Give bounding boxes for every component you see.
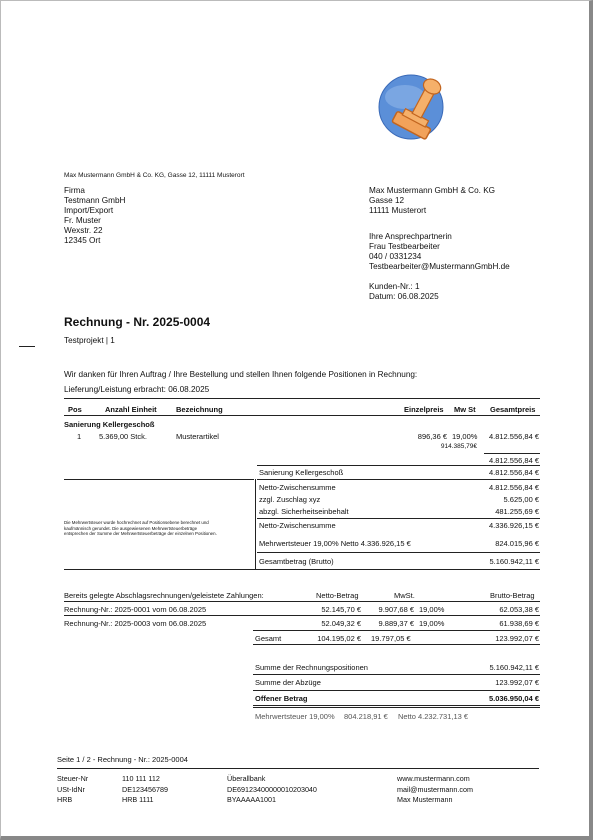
open-amount: 5.036.950,04 € [488,694,539,703]
page-info: Seite 1 / 2 - Rechnung - Nr.: 2025-0004 [57,755,188,764]
sum-positions: 5.160.942,11 € [489,663,539,672]
payments-title: Bereits gelegte Abschlagsrechnungen/geleistete Zahlungen: [64,591,264,600]
open-vat-amount: 804.218,91 € [344,712,388,721]
table-top-line [64,398,540,399]
recipient-line: Firma [64,186,85,195]
section-sum: 4.812.556,84 € [488,468,539,477]
vat-id: DE123456789 [122,784,168,794]
payments-total-vat: 19.797,05 € [371,634,411,643]
payment-gross: 61.938,69 € [499,619,539,628]
section-sum-label: Sanierung Kellergeschoß [259,468,344,477]
company-line: Gasse 12 [369,196,405,205]
open-vat-rate: Mehrwertsteuer 19,00% [255,712,335,721]
tax-number: 110 111 112 [122,774,160,783]
payment-vat: 9.889,37 € [378,619,414,628]
hrb-number: HRB 1111 [122,795,154,804]
col-unit-price: Einzelpreis [404,405,444,414]
vat-label: Mehrwertsteuer 19,00% Netto 4.336.926,15 € [259,539,411,548]
col-vat: Mw St [454,405,476,414]
stamp-logo-icon [371,69,461,149]
payments-total-gross: 123.992,07 € [495,634,539,643]
vat-note-line: Die Mehrwertsteuer wurde hochrechnet auf Positionsebene berechnet und [64,520,209,525]
sum-positions-label: Summe der Rechnungspositionen [255,663,368,672]
email-link[interactable]: mail@mustermann.com [397,784,473,794]
surcharge: 5.625,00 € [503,495,539,504]
sum-deductions-label: Summe der Abzüge [255,678,321,687]
open-label: Offener Betrag [255,694,308,703]
recipient-line: Testmann GmbH [64,196,126,205]
item-pos: 1 [77,432,82,441]
contact-line: Ihre Ansprechpartnerin [369,232,452,241]
net-subtotal2: 4.336.926,15 € [488,521,539,530]
retention: 481.255,69 € [495,507,539,516]
recipient-line: Fr. Muster [64,216,101,225]
open-vat-net: Netto 4.232.731,13 € [398,712,469,721]
contact-line: 040 / 0331234 [369,252,422,261]
company-line: Max Mustermann GmbH & Co. KG [369,186,496,195]
gross-amount: 5.160.942,11 € [489,557,539,566]
item-unit-price: 896,36 € [417,432,447,441]
footer-line [57,768,539,769]
net-subtotal-label: Netto-Zwischensumme [259,483,336,492]
owner-name: Max Mustermann [397,795,453,804]
payment-label: Rechnung-Nr.: 2025-0001 vom 06.08.2025 [64,605,207,614]
tax-number-label: Steuer-Nr [57,774,89,783]
section-title: Sanierung Kellergeschoß [64,420,155,429]
payments-col-vat: MwSt. [394,591,415,600]
contact-block [369,232,510,272]
payment-net: 52.049,32 € [321,619,361,628]
section-line [257,465,540,466]
totals-line [257,479,540,480]
customer-info [369,282,439,302]
table-header-line [64,415,540,416]
payments-header-line [64,601,540,602]
item-total: 4.812.556,84 € [488,432,539,441]
net2-line [257,518,540,519]
item-sub-price: 914.385,79€ [440,443,477,450]
section-subtotal-top: 4.812.556,84 € [488,456,539,465]
footer-bank [227,774,317,806]
item-desc: Musterartikel [176,432,219,441]
col-qty: Anzahl Einheit [105,405,157,414]
sender-line: Max Mustermann GmbH & Co. KG, Gasse 12, 11111 Musterort [64,172,245,179]
contact-email: Testbearbeiter@MustermannGmbH.de [369,262,510,271]
payment-vat: 9.907,68 € [378,605,414,614]
footer-col1-labels [57,774,88,806]
net-subtotal: 4.812.556,84 € [488,483,539,492]
payments-col-net: Netto-Betrag [316,591,359,600]
surcharge-label: zzgl. Zuschlag xyz [259,495,321,504]
totals-divider [255,479,256,569]
recipient-line: 12345 Ort [64,236,101,245]
open-top-line [253,690,540,691]
payments-total-net: 104.195,02 € [317,634,361,643]
fold-mark [19,346,35,347]
item-vat: 19,00% [452,432,478,441]
delivery-text: Lieferung/Leistung erbracht: 06.08.2025 [64,385,210,394]
payments-total-label: Gesamt [255,634,282,643]
sum-positions-line [253,674,540,675]
gross-line [257,552,540,553]
payments-bottom-line [253,644,540,645]
subtotal-line [484,453,540,454]
col-total: Gesamtpreis [490,405,536,414]
payments-col-gross: Brutto-Betrag [490,591,535,600]
open-double-line [253,705,540,708]
vat-id-label: USt-IdNr [57,784,85,794]
project-name: Testprojekt | 1 [64,336,115,345]
retention-label: abzgl. Sicherheitseinbehalt [259,507,349,516]
payment-net: 52.145,70 € [321,605,361,614]
totals-left-line [64,479,254,480]
bank-name: Überallbank [227,774,266,783]
sum-deductions: 123.992,07 € [495,678,539,687]
invoice-title: Rechnung - Nr. 2025-0004 [64,315,211,329]
payment-rate: 19,00% [419,605,445,614]
recipient-line: Wexstr. 22 [64,226,103,235]
gross-label: Gesamtbetrag (Brutto) [259,557,334,566]
bic: BYAAAAA1001 [227,795,277,804]
iban: DE69123400000010203040 [227,784,317,794]
recipient-line: Import/Export [64,206,114,215]
item-qty: 5.369,00 Stck. [99,432,147,441]
vat-note-line: kaufmännisch gerundet. Die ausgewiesenen Mehrwertsteuerbeträge [64,525,198,531]
footer-col1-values [122,774,168,806]
company-address [369,186,495,216]
contact-line: Frau Testbearbeiter [369,242,440,251]
customer-number: Kunden-Nr.: 1 [369,282,420,291]
payment-label: Rechnung-Nr.: 2025-0003 vom 06.08.2025 [64,619,207,628]
hrb-label: HRB [57,795,73,804]
payments-total-line [253,630,540,631]
payment-row-line [64,615,540,616]
payment-rate: 19,00% [419,619,445,628]
totals-bottom-line [64,569,540,570]
recipient-address [64,186,125,246]
vat-amount: 824.015,96 € [495,539,539,548]
website-link[interactable]: www.mustermann.com [397,774,470,783]
col-pos: Pos [68,405,82,414]
footer-contact [397,774,473,806]
payment-gross: 62.053,38 € [499,605,539,614]
col-desc: Bezeichnung [176,405,223,414]
vat-note-line: entsprechen der Summe der Mehrwertsteuerbeträge der einzelnen Positionen. [64,531,217,536]
invoice-date: Datum: 06.08.2025 [369,292,439,301]
vat-note [64,520,217,537]
company-line: 11111 Musterort [369,206,427,215]
intro-text: Wir danken für Ihren Auftrag / Ihre Bestellung und stellen Ihnen folgende Positionen in Rechnung: [64,370,418,379]
net-subtotal2-label: Netto-Zwischensumme [259,521,336,530]
